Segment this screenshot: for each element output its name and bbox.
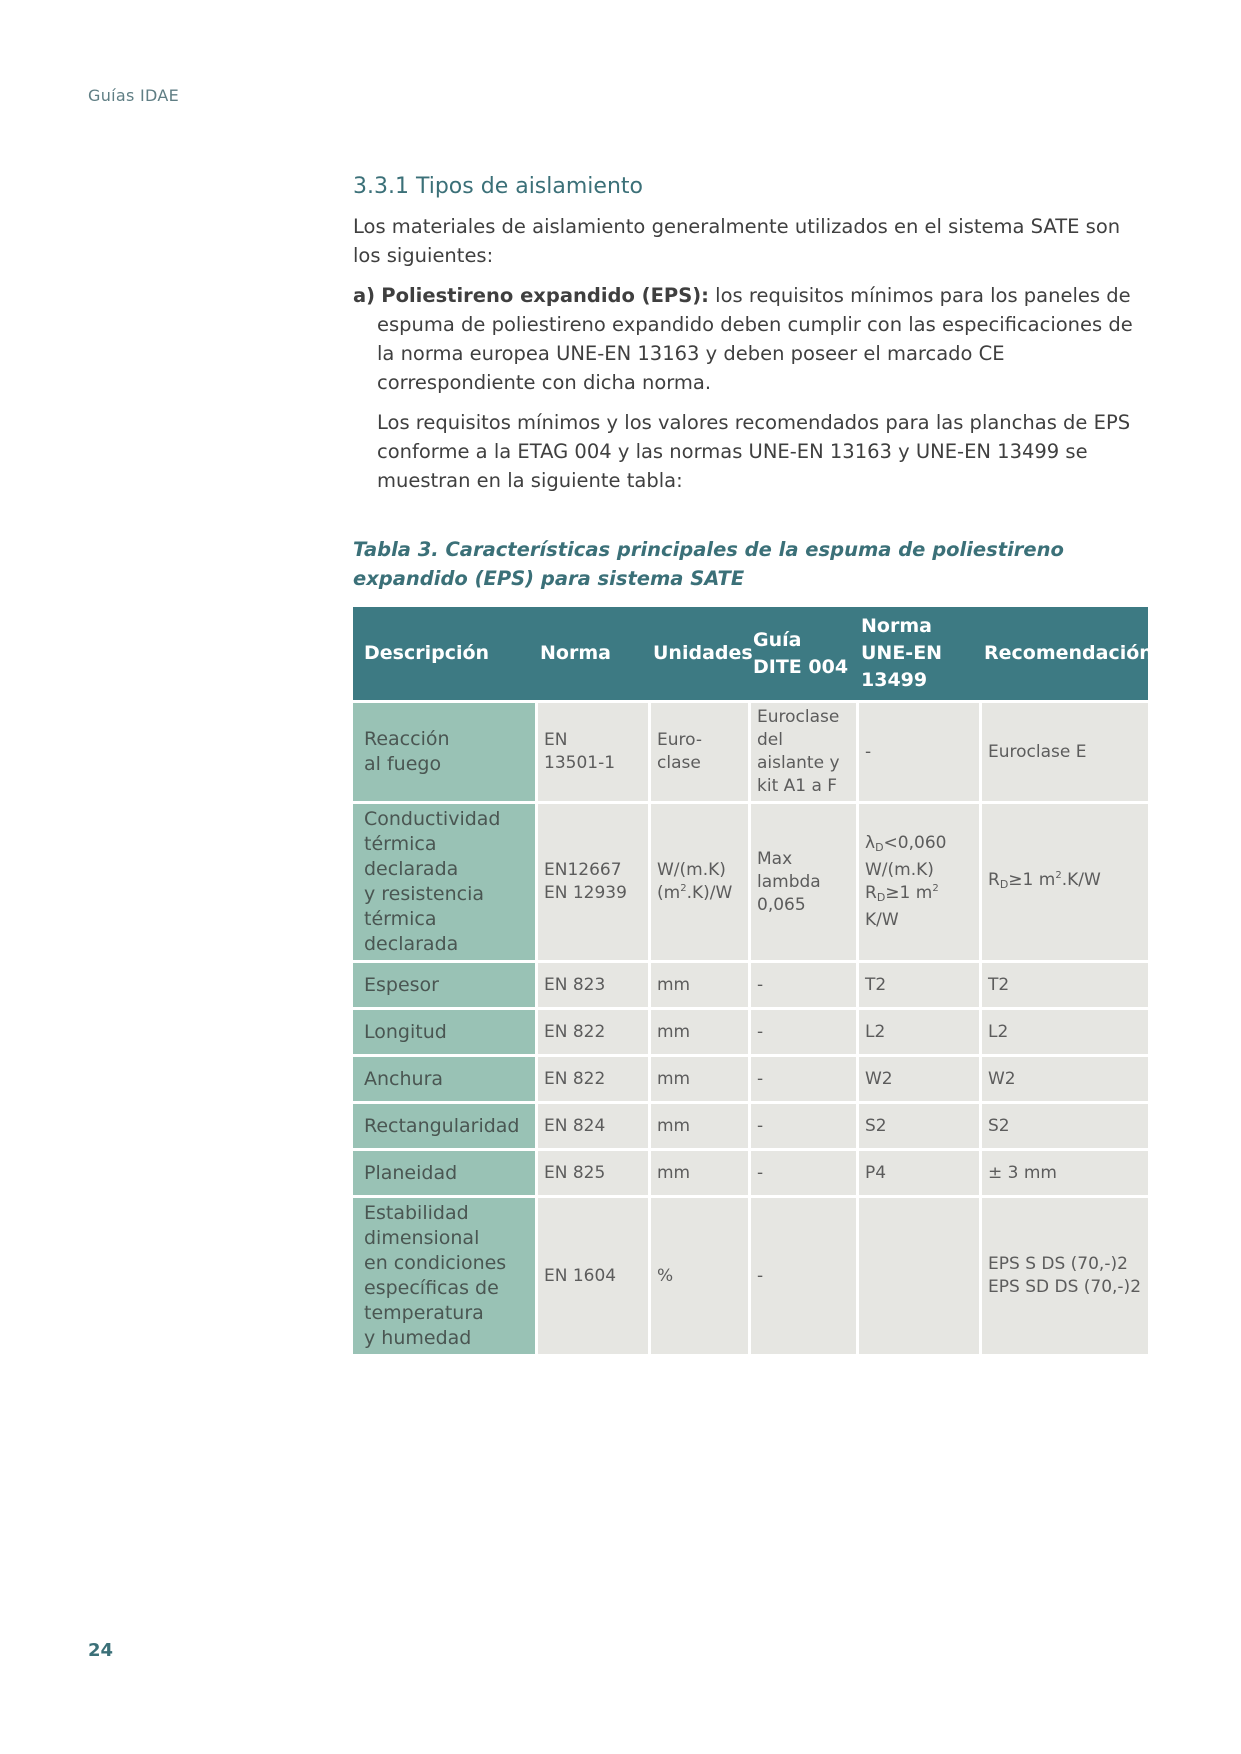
row-description: Reacción al fuego [353, 700, 535, 801]
cell-norma: EN12667 EN 12939 [535, 801, 648, 960]
cell-unidades: mm [648, 1101, 748, 1148]
cell-norma: EN 824 [535, 1101, 648, 1148]
row-description: Conductividad térmica declarada y resistencia térmica declarada [353, 801, 535, 960]
cell-une [856, 801, 979, 960]
table-row [353, 1101, 1148, 1148]
cell-guia: - [748, 1007, 856, 1054]
cell-norma: EN 13501-1 [535, 700, 648, 801]
cell-norma: EN 822 [535, 1054, 648, 1101]
header-recomendacion: Recomendación [979, 607, 1148, 700]
row-description: Rectangularidad [353, 1101, 535, 1148]
intro-paragraph: Los materiales de aislamiento generalmente utilizados en el sistema SATE son los siguientes: [353, 215, 1121, 267]
cell-une: W2 [856, 1054, 979, 1101]
une-resistance-line: $R_D\ge 1$ $m^2$ K/W [865, 883, 939, 930]
list-item-eps [353, 281, 1148, 397]
cell-unidades: mm [648, 1007, 748, 1054]
cell-recomendacion: $R_D\ge 1$ $m^2.K/W$ [979, 801, 1148, 960]
cell-une: - [856, 700, 979, 801]
cell-recomendacion: Euroclase E [979, 700, 1148, 801]
cell-recomendacion: T2 [979, 960, 1148, 1007]
header-guia-dite: Guía DITE 004 [748, 607, 856, 700]
list-marker: a) [353, 284, 376, 307]
cell-guia: - [748, 1054, 856, 1101]
cell-norma: EN 822 [535, 1007, 648, 1054]
cell-guia: - [748, 960, 856, 1007]
eps-characteristics-table [353, 607, 1153, 1354]
cell-recomendacion: W2 [979, 1054, 1148, 1101]
cell-unidades: mm [648, 1148, 748, 1195]
cell-une: T2 [856, 960, 979, 1007]
cell-norma: EN 825 [535, 1148, 648, 1195]
table-row [353, 1007, 1148, 1054]
unit-line-1: W/(m.K) [657, 860, 726, 880]
une-unit-line: W/(m.K) [865, 860, 934, 880]
table-row [353, 1148, 1148, 1195]
running-header: Guías IDAE [88, 86, 180, 105]
cell-une: L2 [856, 1007, 979, 1054]
row-description: Estabilidad dimensional en condiciones específicas de temperatura y humedad [353, 1195, 535, 1354]
header-norma-une-en: Norma UNE-EN 13499 [856, 607, 979, 700]
cell-une: P4 [856, 1148, 979, 1195]
table-row [353, 801, 1148, 960]
cell-norma: EN 1604 [535, 1195, 648, 1354]
cell-unidades: Euro- clase [648, 700, 748, 801]
cell-guia: - [748, 1195, 856, 1354]
cell-une [856, 1195, 979, 1354]
unit-line-2: $(m^2.K)/W$ [657, 883, 733, 903]
header-unidades: Unidades [648, 607, 748, 700]
table-header-row [353, 607, 1148, 700]
table-row [353, 1054, 1148, 1101]
section-title: 3.3.1 Tipos de aislamiento [353, 174, 643, 199]
cell-guia: - [748, 1148, 856, 1195]
list-text: los requisitos mínimos para los paneles de espuma de poliestireno expandido deben cumplir con las especificaciones de la norma europea UNE-EN 13163 y deben poseer el marcado CE correspondiente con dicha norma. [377, 284, 1133, 394]
cell-recomendacion: L2 [979, 1007, 1148, 1054]
header-descripcion: Descripción [353, 607, 535, 700]
row-description: Espesor [353, 960, 535, 1007]
cell-unidades: mm [648, 960, 748, 1007]
table-row [353, 1195, 1148, 1354]
cell-guia: Euroclase del aislante y kit A1 a F [748, 700, 856, 801]
row-description: Planeidad [353, 1148, 535, 1195]
une-lambda-line: $\lambda_D<0,060$ [865, 833, 947, 854]
cell-recomendacion: S2 [979, 1101, 1148, 1148]
cell-recomendacion: EPS S DS (70,-)2 EPS SD DS (70,-)2 [979, 1195, 1148, 1354]
cell-unidades: mm [648, 1054, 748, 1101]
table-caption: Tabla 3. Características principales de la espuma de poliestireno expandido (EPS) para sistema SATE [353, 538, 1064, 590]
row-description: Longitud [353, 1007, 535, 1054]
cell-guia: - [748, 1101, 856, 1148]
header-norma: Norma [535, 607, 648, 700]
cell-unidades [648, 801, 748, 960]
main-content [353, 172, 1153, 1354]
page-number: 24 [88, 1640, 114, 1661]
followup-paragraph: Los requisitos mínimos y los valores recomendados para las planchas de EPS conforme a la ETAG 004 y las normas UNE-EN 13163 y UNE-EN 13499 se muestran en la siguiente tabla: [377, 411, 1131, 492]
table-row [353, 700, 1148, 801]
row-description: Anchura [353, 1054, 535, 1101]
cell-recomendacion: ± 3 mm [979, 1148, 1148, 1195]
cell-une: S2 [856, 1101, 979, 1148]
table-row [353, 960, 1148, 1007]
cell-unidades: % [648, 1195, 748, 1354]
list-term: Poliestireno expandido (EPS): [381, 284, 709, 307]
cell-norma: EN 823 [535, 960, 648, 1007]
cell-guia: Max lambda 0,065 [748, 801, 856, 960]
